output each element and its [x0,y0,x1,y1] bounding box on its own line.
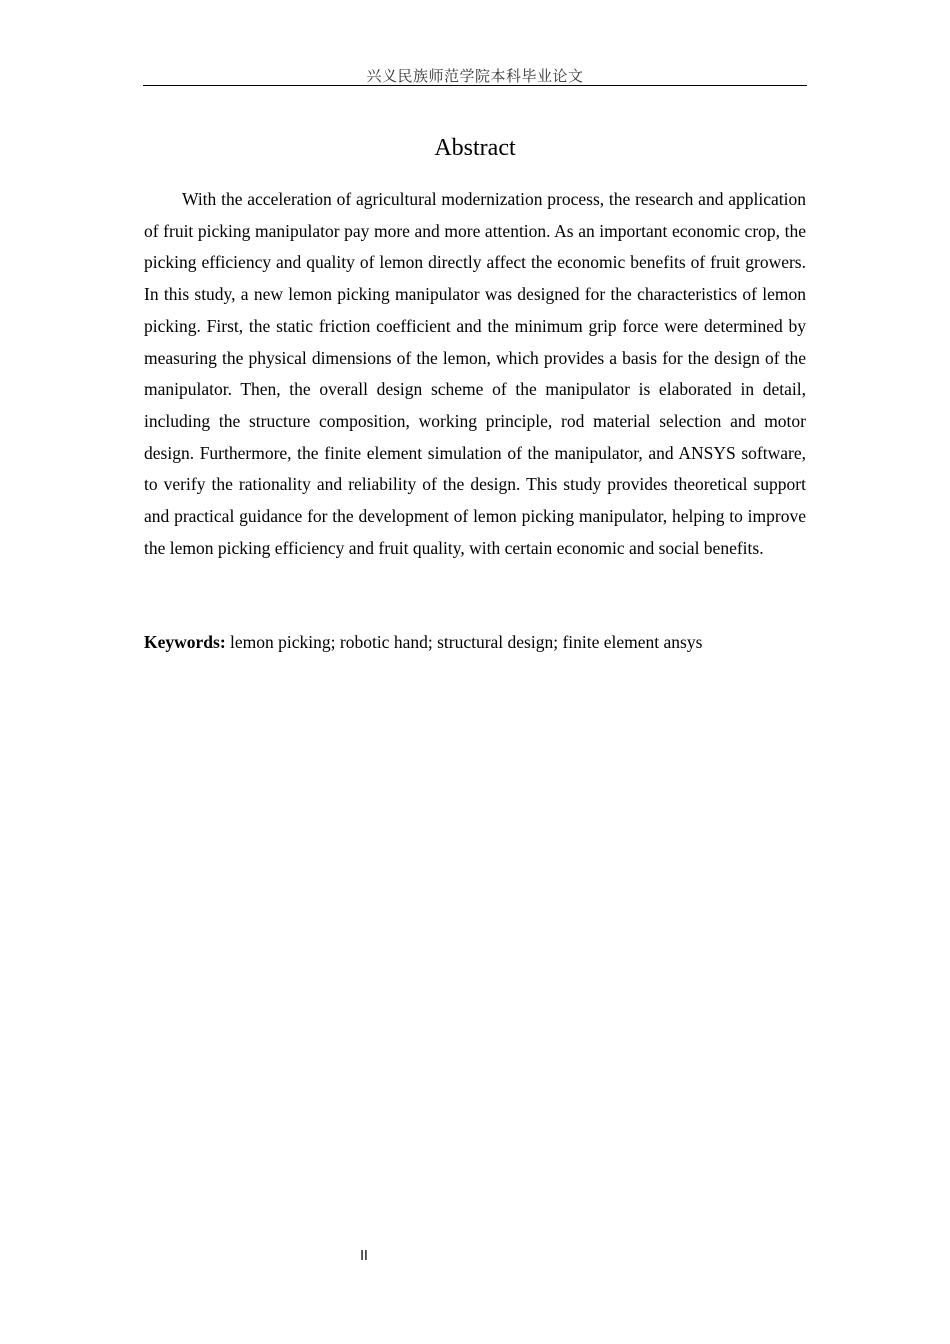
running-header: 兴义民族师范学院本科毕业论文 [366,67,584,85]
page-number: II [360,1249,368,1264]
header-rule [143,85,807,86]
abstract-body: With the acceleration of agricultural modernization process, the research and application of fruit picking manipulator pay more and more attention. As an important economic crop, the picking efficiency and quality of lemon directly affect the economic benefits of fruit growers. In this study, a new lemon picking manipulator was designed for the characteristics of lemon picking. First, the static friction coefficient and the minimum grip force were determined by measuring the physical dimensions of the lemon, which provides a basis for the design of the manipulator. Then, the overall design scheme of the manipulator is elaborated in detail, including the structure composition, working principle, rod material selection and motor design. Furthermore, the finite element simulation of the manipulator, and ANSYS software, to verify the rationality and reliability of the design. This study provides theoretical support and practical guidance for the development of lemon picking manipulator, helping to improve the lemon picking efficiency and fruit quality, with certain economic and social benefits. [144,189,806,558]
keywords-line [144,628,806,656]
abstract-title: Abstract [434,135,516,161]
keywords-label: Keywords: [144,632,226,652]
keywords-text: lemon picking; robotic hand; structural design; finite element ansys [230,632,703,652]
